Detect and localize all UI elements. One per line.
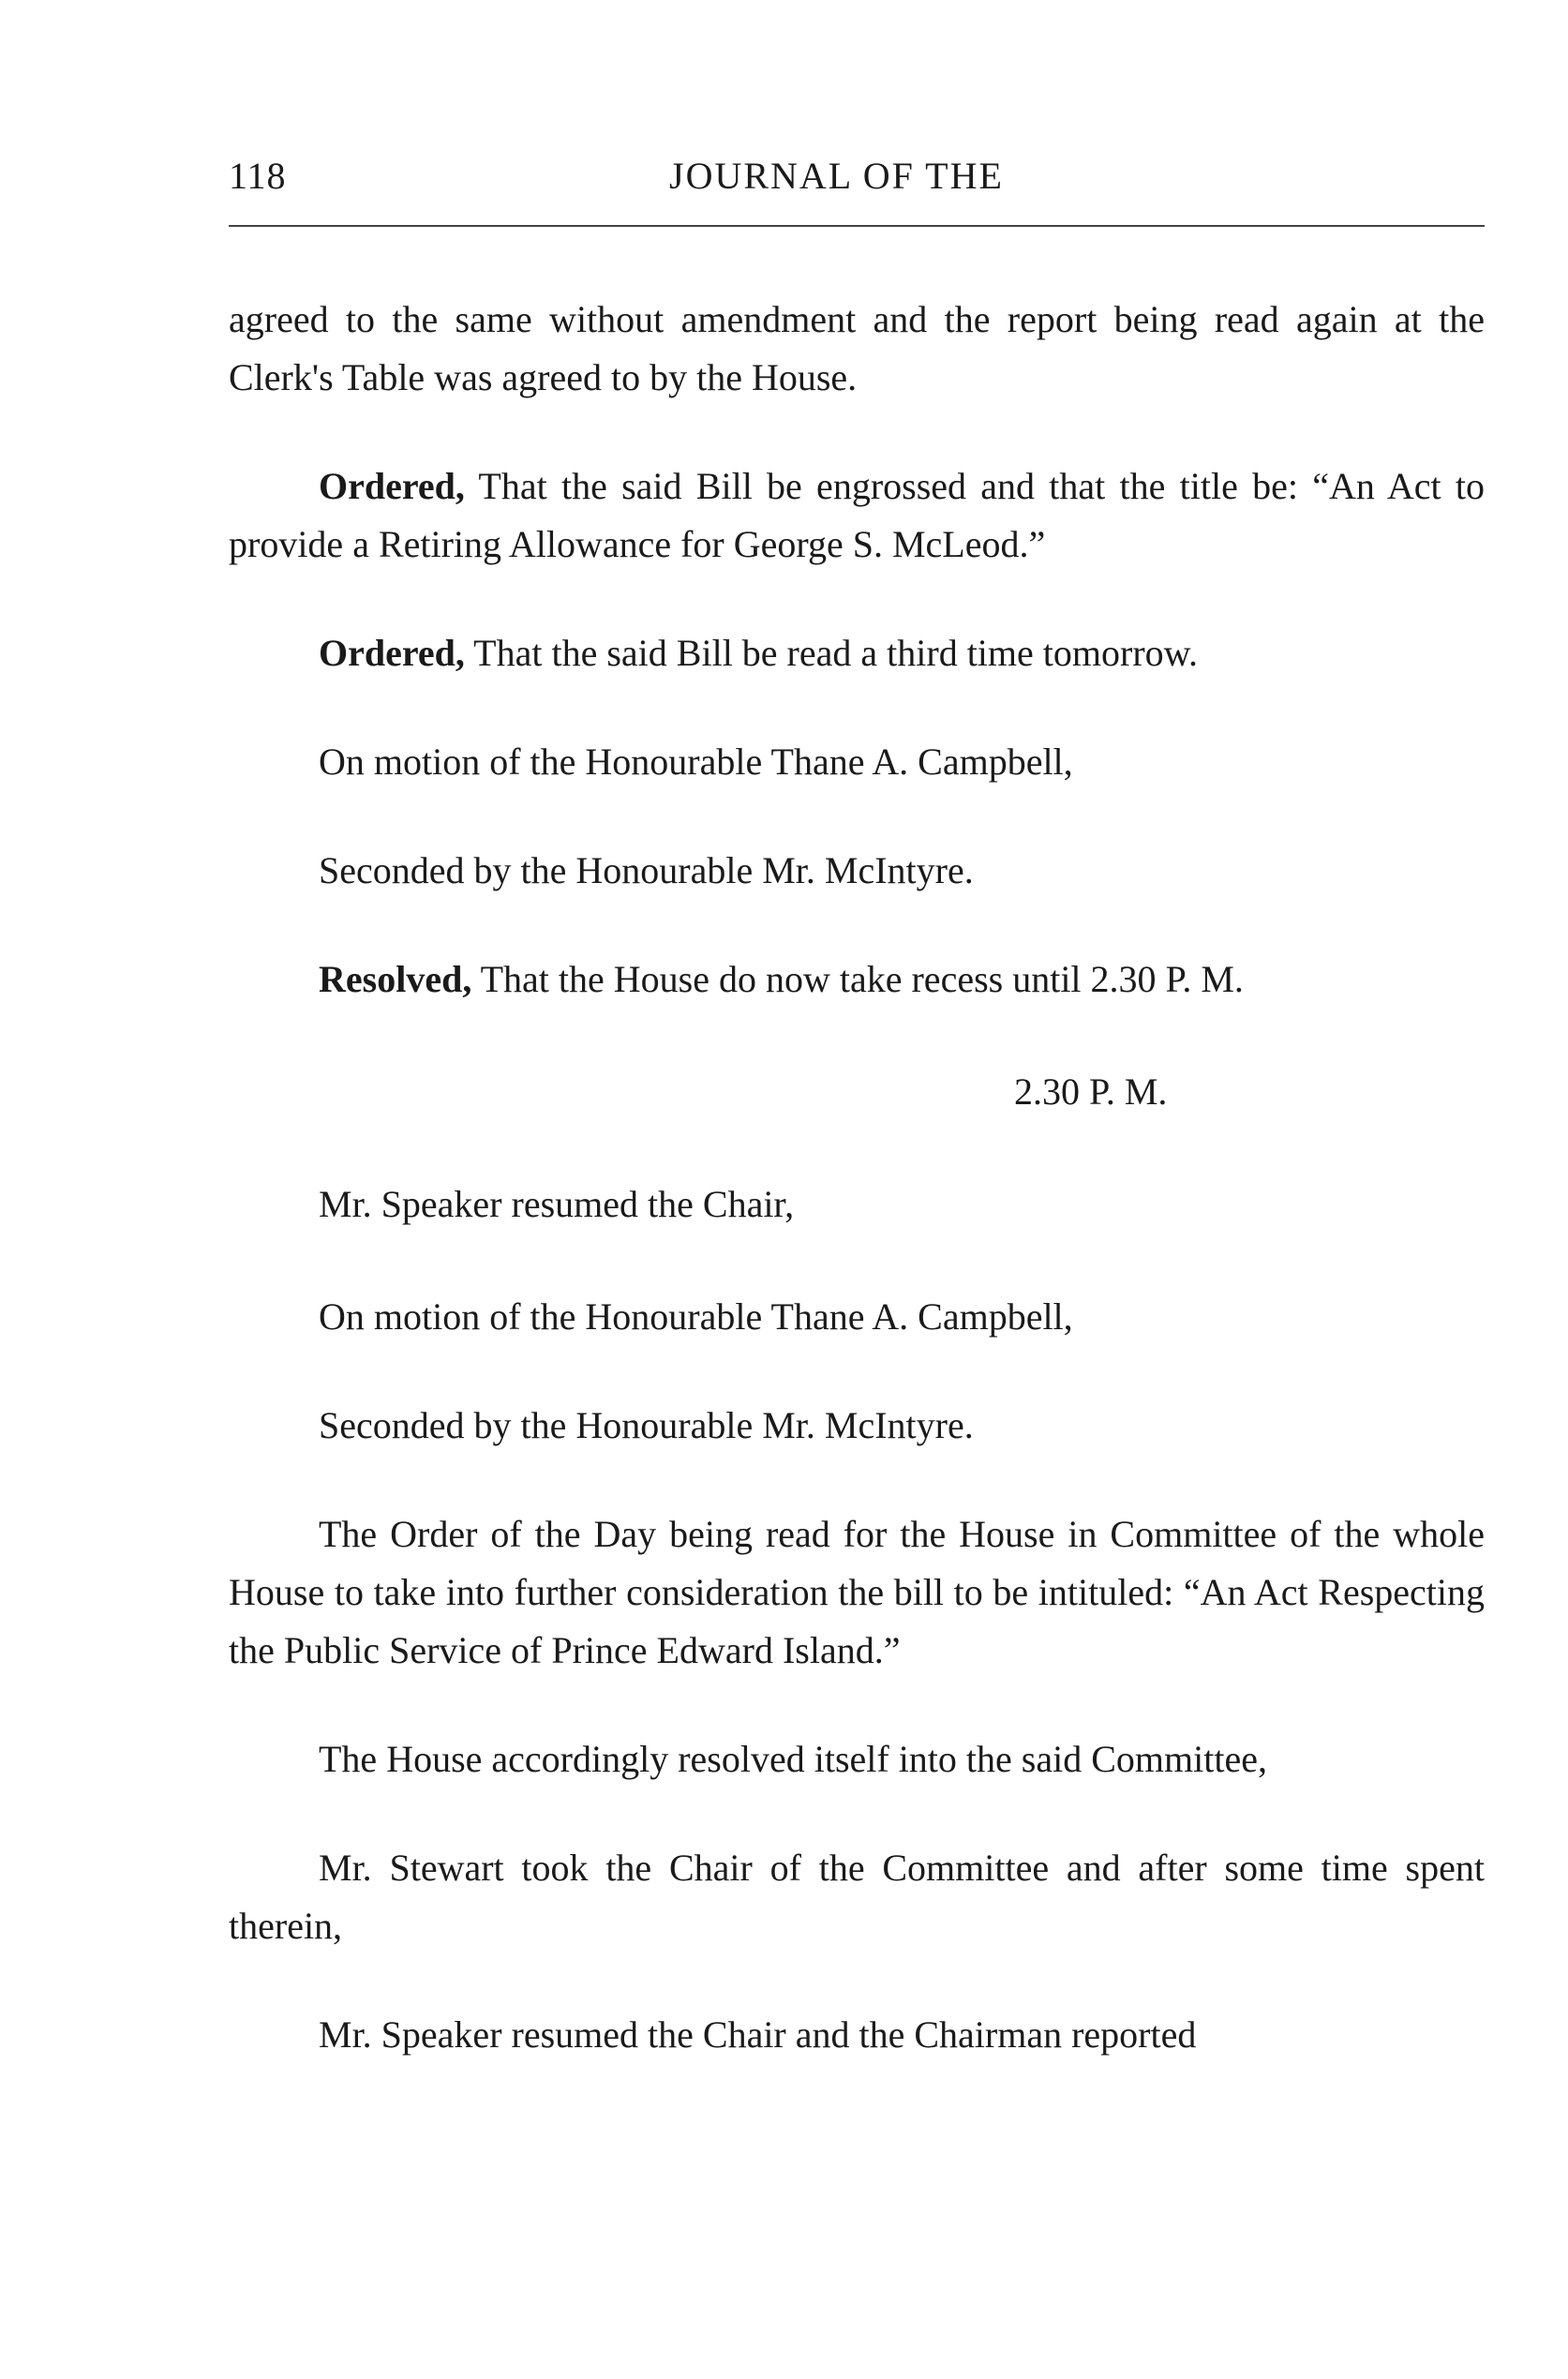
paragraph-text: Mr. Speaker resumed the Chair, xyxy=(319,1183,795,1225)
paragraph-text: That the said Bill be engrossed and that the title be: “An Act to provide a Retiring Allowance for George S. McLeod.” xyxy=(229,465,1485,565)
paragraph-stewart-chair xyxy=(229,1839,1485,1955)
paragraph-continuation xyxy=(229,291,1485,407)
running-head: JOURNAL OF THE xyxy=(669,155,1004,197)
paragraph-lead: Ordered, xyxy=(319,632,465,674)
session-time-text: 2.30 P. M. xyxy=(1014,1070,1168,1113)
paragraph-seconded xyxy=(229,1397,1485,1455)
paragraph-house-resolved xyxy=(229,1730,1485,1788)
paragraph-seconded xyxy=(229,842,1485,900)
paragraph-text: Seconded by the Honourable Mr. McIntyre. xyxy=(319,1404,974,1446)
paragraph-text: Mr. Speaker resumed the Chair and the Chairman reported xyxy=(319,2013,1197,2056)
paragraph-text: The House accordingly resolved itself into the said Committee, xyxy=(319,1738,1267,1780)
paragraph-resolved-recess xyxy=(229,950,1485,1009)
session-time xyxy=(229,1063,1485,1121)
paragraph-speaker-resumed xyxy=(229,1175,1485,1234)
paragraph-order-of-the-day xyxy=(229,1505,1485,1680)
paragraph-text: Seconded by the Honourable Mr. McIntyre. xyxy=(319,849,974,891)
header-rule xyxy=(229,225,1485,227)
paragraph-lead: Resolved, xyxy=(319,958,472,1000)
paragraph-text: On motion of the Honourable Thane A. Campbell, xyxy=(319,741,1073,783)
paragraph-text: agreed to the same without amendment and the report being read again at the Clerk's Table was agreed to by the House. xyxy=(229,298,1485,398)
paragraph-chairman-reported xyxy=(229,2006,1485,2064)
paragraph-lead: Ordered, xyxy=(319,465,465,507)
paragraph-text: That the said Bill be read a third time tomorrow. xyxy=(464,632,1198,674)
paragraph-text: That the House do now take recess until 2.30 P. M. xyxy=(471,958,1244,1000)
paragraph-ordered-third-reading xyxy=(229,624,1485,682)
page-header xyxy=(229,154,1485,210)
paragraph-text: On motion of the Honourable Thane A. Campbell, xyxy=(319,1295,1073,1338)
paragraph-text: The Order of the Day being read for the House in Committee of the whole House to take into further consideration the bill to be intituled: “An Act Respecting the Public Service of Prince Edward Island.” xyxy=(229,1513,1485,1671)
paragraph-ordered-engrossed xyxy=(229,457,1485,574)
paragraph-motion xyxy=(229,733,1485,791)
paragraph-text: Mr. Stewart took the Chair of the Committee and after some time spent therein, xyxy=(229,1847,1485,1947)
paragraph-motion xyxy=(229,1288,1485,1346)
body-text xyxy=(229,291,1485,2064)
page-number: 118 xyxy=(229,155,287,197)
